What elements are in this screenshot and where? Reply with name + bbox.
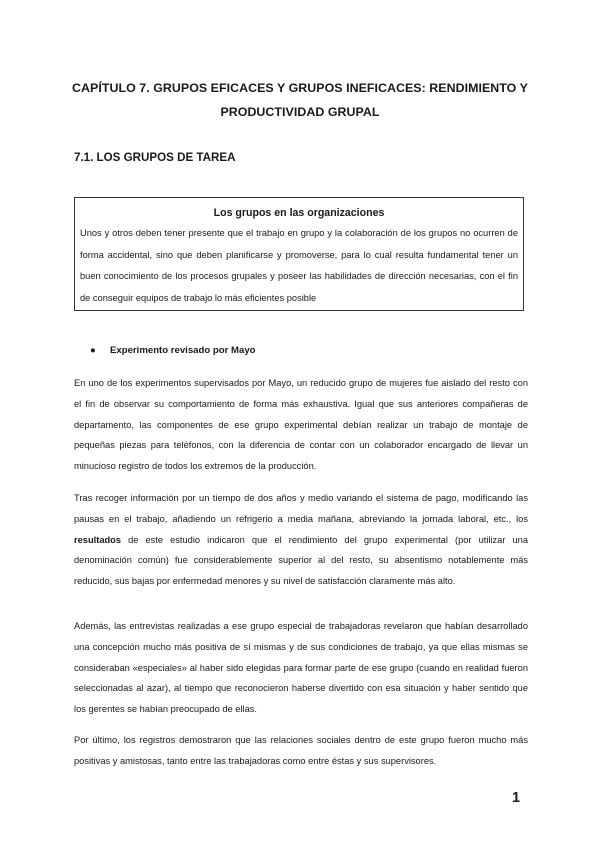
page-number: 1 <box>512 790 521 806</box>
chapter-title-line2: PRODUCTIVIDAD GRUPAL <box>220 105 380 119</box>
bullet-icon: ● <box>90 345 96 356</box>
chapter-title <box>60 76 540 124</box>
callout-box-text: Unos y otros deben tener presente que el trabajo en grupo y la colaboración de los grupos no ocurren de forma accidental, sino que deben planificarse y promoverse, para lo cual resulta fundamental tener un buen conocimiento de los procesos grupales y poseer las habilidades de dirección necesarias, con el fin de conseguir equipos de trabajo lo más eficientes posible <box>80 228 518 303</box>
paragraph-2-bold: resultados <box>74 534 122 545</box>
paragraph-3: Además, las entrevistas realizadas a ese grupo especial de trabajadoras revelaron que habían desarrollado una concepción mucho más positiva de sí mismas y de sus condiciones de trabajo, ya que ellas mismas se consideraban «especiales» al haber sido elegidas para formar parte de ese grupo (cuando en realidad fueron seleccionadas al azar), al tiempo que reconocieron haberse divertido con esa situación y haber sentido que los gerentes se habían preocupado de ellas. <box>74 621 528 715</box>
paragraph-2-end: de este estudio indicaron que el rendimiento del grupo experimental (por utilizar una denominación común) fue considerablemente superior al del resto, su absentismo notablemente más reducido, sus bajas por enfermedad menores y su nivel de satisfacción claramente más alto. <box>74 534 528 587</box>
paragraph-1: En uno de los experimentos supervisados por Mayo, un reducido grupo de mujeres fue aislado del resto con el fin de observar su comportamiento de forma más exhaustiva. Igual que sus anteriores compañeras de departamento, las componentes de ese grupo experimental debían realizar un trabajo de montaje de pequeñas piezas para teléfonos, con la diferencia de contar con un colaborador encargado de llevar un minucioso registro de todos los extremos de la producción. <box>74 378 528 472</box>
chapter-title-line1: CAPÍTULO 7. GRUPOS EFICACES Y GRUPOS INEFICACES: RENDIMIENTO Y <box>72 81 528 95</box>
paragraph-4: Por último, los registros demostraron que las relaciones sociales dentro de este grupo fueron mucho más positivas y amistosas, tanto entre las trabajadoras como entre éstas y sus supervisores. <box>74 735 528 766</box>
paragraph-2-start: Tras recoger información por un tiempo de dos años y medio variando el sistema de pago, modificando las pausas en el trabajo, añadiendo un refrigerio a media mañana, abreviando la jornada laboral, etc., los <box>74 493 528 524</box>
bullet-item <box>90 345 256 356</box>
section-title: 7.1. LOS GRUPOS DE TAREA <box>74 151 236 164</box>
bullet-text: Experimento revisado por Mayo <box>110 345 256 356</box>
callout-box <box>74 197 524 311</box>
callout-box-title: Los grupos en las organizaciones <box>213 207 385 219</box>
paragraph-2 <box>74 488 528 592</box>
